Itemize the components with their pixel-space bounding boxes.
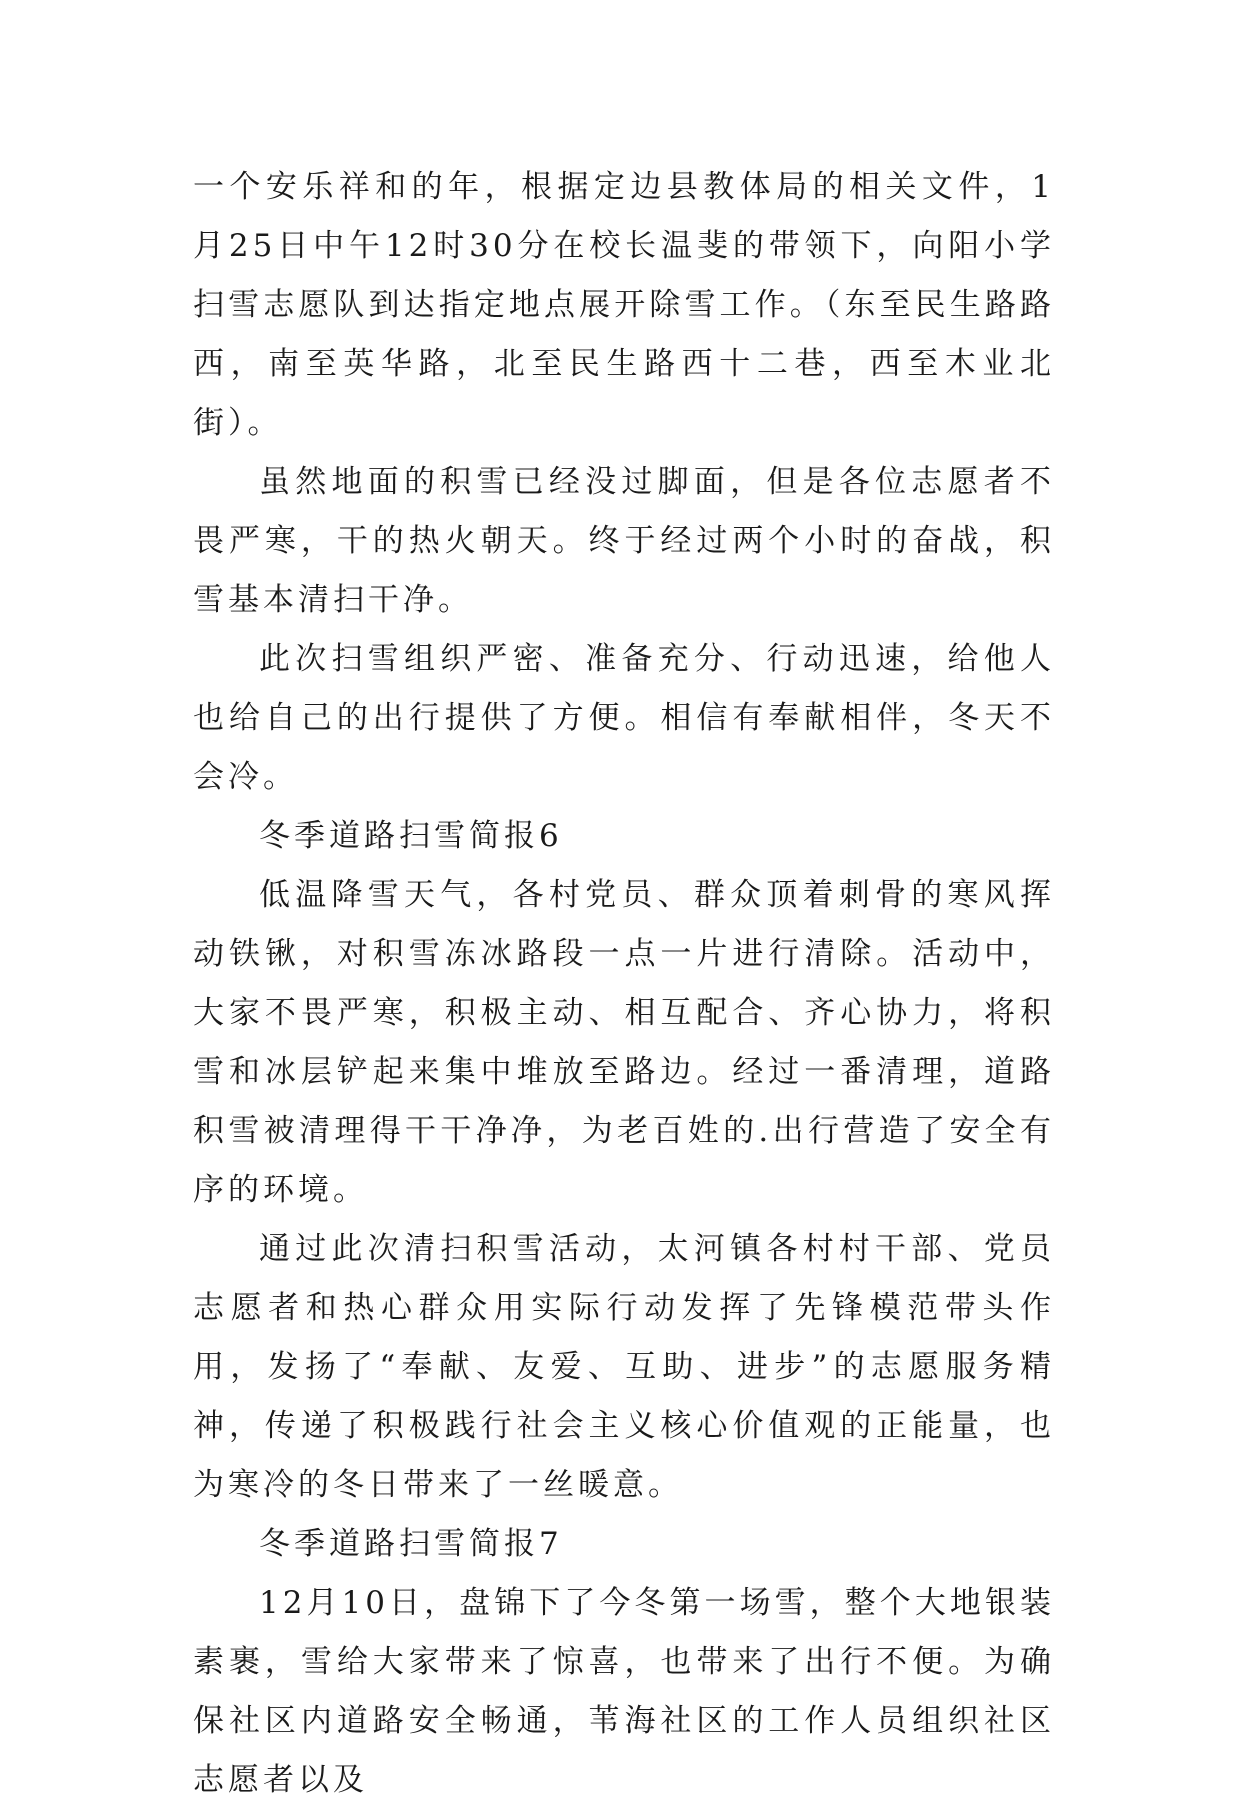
section-heading-7: 冬季道路扫雪简报7 xyxy=(259,1526,563,1562)
paragraph-6: 12月10日，盘锦下了今冬第一场雪，整个大地银装素裹，雪给大家带来了惊喜，也带来了出行不便。为确保社区内道路安全畅通，苇海社区的工作人员组织社区志愿者以及 xyxy=(193,1585,1055,1798)
paragraph-4: 低温降雪天气，各村党员、群众顶着刺骨的寒风挥动铁锹，对积雪冻冰路段一点一片进行清除。活动中，大家不畏严寒，积极主动、相互配合、齐心协力，将积雪和冰层铲起来集中堆放至路边。经过一番清理，道路积雪被清理得干干净净，为老百姓的.出行营造了安全有序的环境。 xyxy=(193,877,1055,1208)
paragraph-3: 此次扫雪组织严密、准备充分、行动迅速，给他人也给自己的出行提供了方便。相信有奉献相伴，冬天不会冷。 xyxy=(193,641,1055,795)
paragraph-1: 一个安乐祥和的年，根据定边县教体局的相关文件，1月25日中午12时30分在校长温斐的带领下，向阳小学扫雪志愿队到达指定地点展开除雪工作。（东至民生路路西，南至英华路，北至民生路西十二巷，西至木业北街）。 xyxy=(193,169,1055,441)
section-heading-6: 冬季道路扫雪简报6 xyxy=(259,818,563,854)
document-body xyxy=(193,158,1055,1810)
paragraph-5: 通过此次清扫积雪活动，太河镇各村村干部、党员志愿者和热心群众用实际行动发挥了先锋模范带头作用，发扬了“奉献、友爱、互助、进步”的志愿服务精神，传递了积极践行社会主义核心价值观的正能量，也为寒冷的冬日带来了一丝暖意。 xyxy=(193,1231,1055,1503)
paragraph-2: 虽然地面的积雪已经没过脚面，但是各位志愿者不畏严寒，干的热火朝天。终于经过两个小时的奋战，积雪基本清扫干净。 xyxy=(193,464,1055,618)
